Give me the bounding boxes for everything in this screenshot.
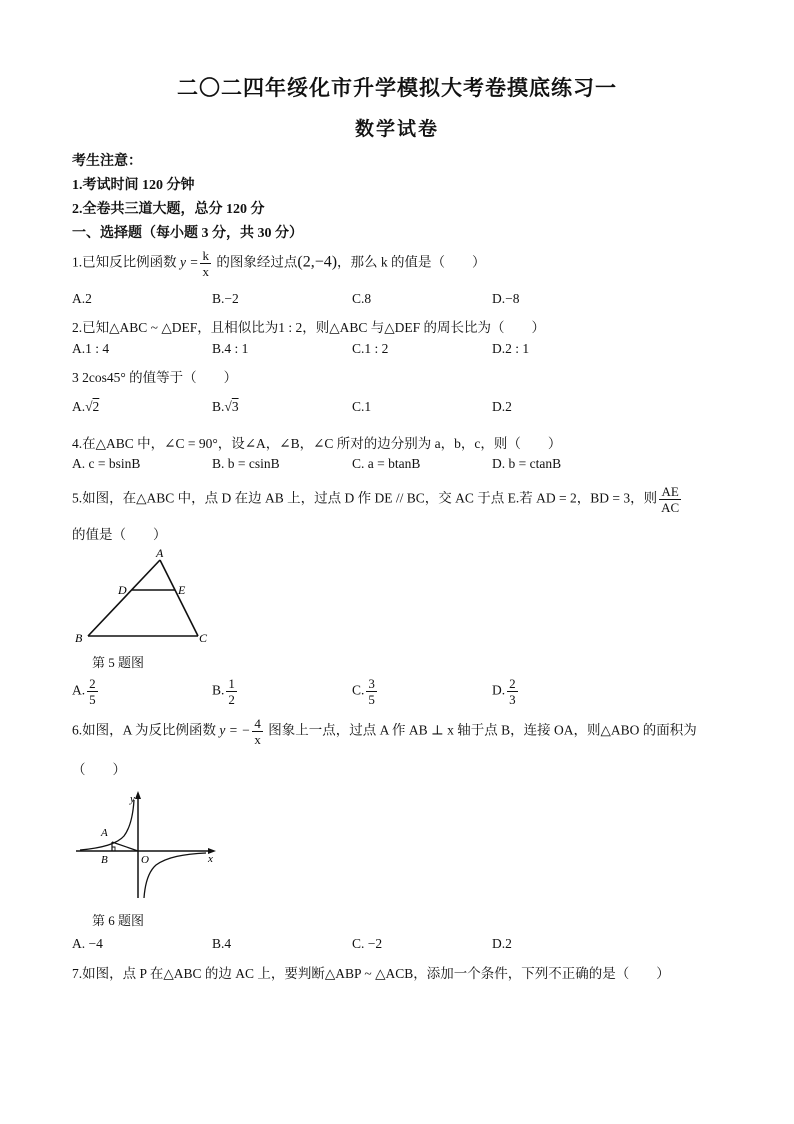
- q6-segment-ao: [112, 842, 138, 851]
- section-1-heading: 一、选择题（每小题 3 分，共 30 分）: [72, 226, 303, 241]
- q1-fraction: [200, 248, 211, 279]
- q6-option-d[interactable]: D.2: [492, 936, 512, 951]
- q6-caption: 第 6 题图: [92, 913, 145, 928]
- q6-function: y = −: [219, 722, 251, 738]
- q1-mid: 的图象经过点: [212, 254, 298, 270]
- q5-text: 5.如图，在△ABC 中，点 D 在边 AB 上，过点 D 作 DE // BC，交 AC 于点 E.若 AD = 2，BD = 3，则: [72, 490, 658, 506]
- notice-heading: 考生注意：: [72, 154, 142, 169]
- q5-option-d-den: 3: [509, 692, 516, 707]
- q1-point: (2,−4): [297, 253, 338, 271]
- q1-option-a[interactable]: A.2: [72, 291, 92, 306]
- q2-option-c[interactable]: C.1 : 2: [352, 341, 389, 356]
- q6-label-a: A: [101, 827, 108, 839]
- q1-post: ，那么 k 的值是（ ）: [337, 254, 486, 270]
- q6-curve-left-branch: [80, 800, 134, 850]
- q5-option-a-prefix: A.: [72, 682, 86, 698]
- q5-option-d-prefix: D.: [492, 682, 506, 698]
- q1-pre: 1.已知反比例函数: [72, 254, 180, 270]
- q5-option-b-prefix: B.: [212, 682, 225, 698]
- q5-option-a-den: 5: [89, 692, 96, 707]
- q1-frac-den: x: [202, 264, 209, 279]
- question-2: 2.已知△ABC ~ △DEF，且相似比为1 : 2，则△ABC 与△DEF 的周长比为（ ）: [72, 320, 545, 335]
- q6-frac-num: 4: [254, 716, 261, 731]
- q2-option-a[interactable]: A.1 : 4: [72, 341, 110, 356]
- q5-option-d-fraction: [507, 676, 518, 707]
- q3-option-a-radicand: 2: [92, 399, 100, 414]
- q3-option-b-radicand: 3: [231, 399, 239, 414]
- q5-label-e: E: [178, 583, 186, 597]
- q6-curve-right-branch: [144, 853, 206, 898]
- q5-option-b-fraction: [226, 676, 237, 707]
- q6-graph-figure: [72, 786, 222, 901]
- q6-option-b[interactable]: B.4: [212, 936, 232, 951]
- q4-option-d[interactable]: D. b = ctanB: [492, 456, 562, 471]
- q6-fraction: [252, 716, 263, 747]
- q5-label-b: B: [75, 631, 83, 645]
- q5-option-c-prefix: C.: [352, 682, 365, 698]
- q5-fraction: [659, 484, 681, 515]
- q6-frac-den: x: [254, 732, 261, 747]
- q5-side-ab: [88, 560, 160, 636]
- q3-options: [72, 399, 722, 421]
- q6-answer-paren: （ ）: [72, 762, 126, 777]
- q5-text-2: 的值是（ ）: [72, 527, 167, 542]
- q5-option-a-fraction: [87, 676, 98, 707]
- q3-option-c[interactable]: C.1: [352, 399, 372, 414]
- q3-option-a-prefix: A.: [72, 399, 86, 414]
- q5-triangle-figure: [72, 546, 222, 646]
- q5-option-b-num: 1: [228, 676, 235, 691]
- q4-option-c[interactable]: C. a = btanB: [352, 456, 421, 471]
- q5-options: [72, 676, 722, 712]
- q5-option-b[interactable]: [212, 676, 239, 707]
- q3-option-d[interactable]: D.2: [492, 399, 512, 414]
- q5-label-c: C: [199, 631, 208, 645]
- q5-option-c-num: 3: [368, 676, 375, 691]
- q6-options: [72, 936, 722, 958]
- q5-option-a[interactable]: [72, 676, 100, 707]
- q4-option-b[interactable]: B. b = csinB: [212, 456, 280, 471]
- q2-option-b[interactable]: B.4 : 1: [212, 341, 249, 356]
- q1-option-d[interactable]: D.−8: [492, 291, 520, 306]
- q4-options: [72, 456, 722, 478]
- q6-label-x: x: [208, 853, 213, 865]
- question-1: [72, 248, 486, 279]
- q6-label-o: O: [141, 854, 149, 866]
- q6-option-a[interactable]: A. −4: [72, 936, 103, 951]
- q5-option-b-den: 2: [228, 692, 235, 707]
- q3-option-a[interactable]: A.√2: [72, 399, 100, 414]
- q6-y-axis-arrow: [135, 791, 141, 799]
- q1-frac-num: k: [202, 248, 209, 263]
- q5-option-c-fraction: [366, 676, 377, 707]
- q5-option-d[interactable]: [492, 676, 520, 707]
- q1-options: [72, 291, 722, 313]
- q5-caption: 第 5 题图: [92, 655, 145, 670]
- q5-label-a: A: [156, 546, 164, 560]
- question-4: 4.在△ABC 中，∠C = 90°，设∠A，∠B，∠C 所对的边分别为 a，b，c，则（ ）: [72, 436, 562, 451]
- q5-option-d-num: 2: [509, 676, 516, 691]
- q5-option-c-den: 5: [368, 692, 375, 707]
- q6-label-y: y: [130, 793, 135, 805]
- q6-label-b: B: [101, 854, 108, 866]
- q1-option-b[interactable]: B.−2: [212, 291, 239, 306]
- question-3: 3 2cos45° 的值等于（ ）: [72, 370, 238, 385]
- q5-frac-den: AC: [661, 500, 680, 515]
- q3-option-b-prefix: B.: [212, 399, 225, 414]
- q5-frac-num: AE: [659, 484, 681, 500]
- notice-line-2: 2.全卷共三道大题，总分 120 分: [72, 202, 265, 217]
- q3-option-b[interactable]: B.√3: [212, 399, 239, 414]
- q6-option-c[interactable]: C. −2: [352, 936, 383, 951]
- q6-post: 图象上一点，过点 A 作 AB ⊥ x 轴于点 B，连接 OA，则△ABO 的面积为: [264, 722, 697, 738]
- q5-option-a-num: 2: [89, 676, 96, 691]
- exam-subtitle: 数学试卷: [354, 119, 439, 140]
- q2-option-d[interactable]: D.2 : 1: [492, 341, 530, 356]
- q5-option-c[interactable]: [352, 676, 379, 707]
- exam-title: 二〇二四年绥化市升学模拟大考卷摸底练习一: [177, 76, 617, 100]
- q1-option-c[interactable]: C.8: [352, 291, 372, 306]
- q5-side-ac: [160, 560, 198, 636]
- q5-label-d: D: [118, 583, 127, 597]
- notice-line-1: 1.考试时间 120 分钟: [72, 178, 195, 193]
- question-6: [72, 716, 697, 747]
- question-7: 7.如图，点 P 在△ABC 的边 AC 上，要判断△ABP ~ △ACB，添加一个条件，下列不正确的是（ ）: [72, 966, 670, 981]
- question-5: [72, 484, 683, 515]
- q4-option-a[interactable]: A. c = bsinB: [72, 456, 141, 471]
- q1-function: y =: [180, 254, 199, 270]
- q2-options: [72, 341, 722, 363]
- q6-pre: 6.如图，A 为反比例函数: [72, 722, 220, 738]
